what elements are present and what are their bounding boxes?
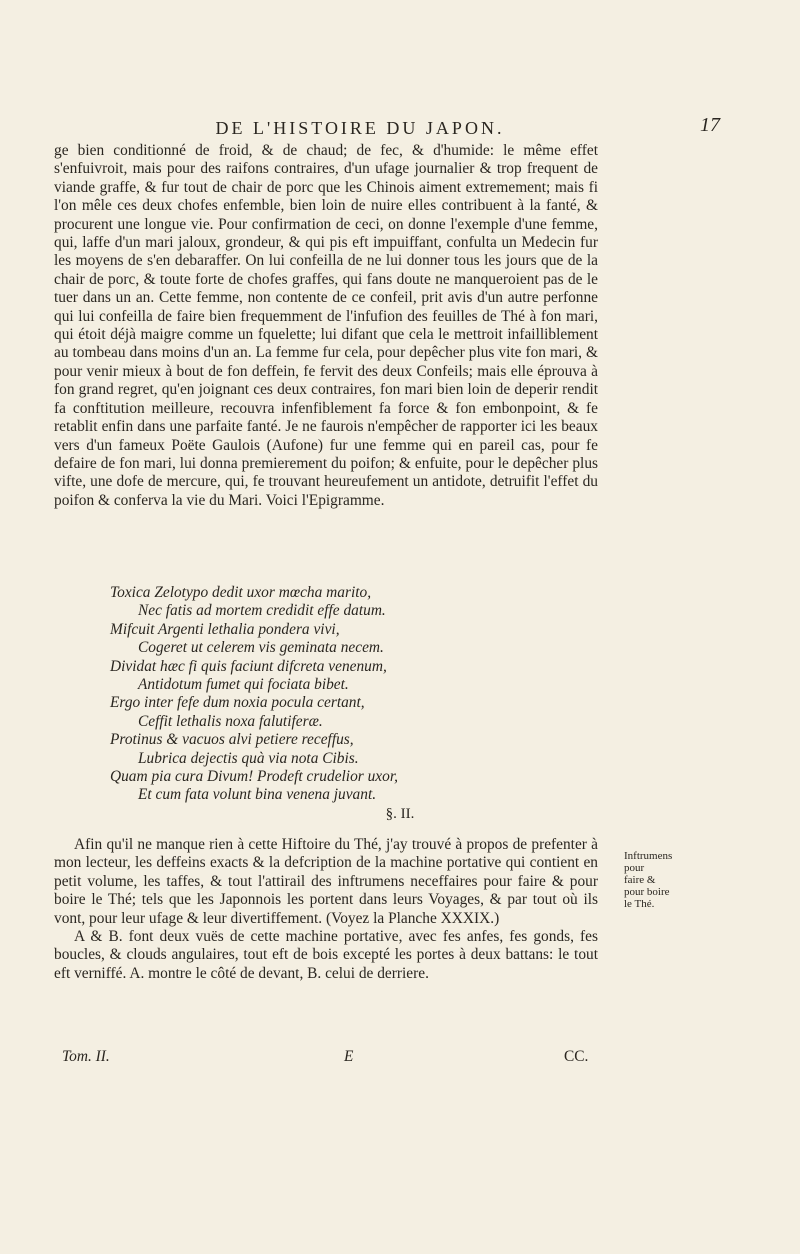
verse-line: Nec fatis ad mortem credidit effe datum.: [138, 602, 386, 620]
page-number: 17: [700, 114, 720, 136]
main-text-continued: [54, 836, 598, 983]
margin-note-line: le Thé.: [624, 898, 655, 910]
verse-line: Protinus & vacuos alvi petiere receffus,: [110, 731, 354, 749]
volume-mark: Tom. II.: [62, 1048, 110, 1065]
margin-note: [624, 850, 684, 910]
verse-line: Dividat hæc fi quis faciunt difcreta venenum,: [110, 657, 387, 675]
signature-mark: E: [344, 1048, 354, 1065]
verse-line: Cogeret ut celerem vis geminata necem.: [138, 639, 384, 657]
running-title: DE L'HISTOIRE DU JAPON.: [215, 118, 505, 138]
verse-line: Antidotum fumet qui fociata bibet.: [138, 676, 349, 694]
margin-note-line: pour boire: [624, 886, 670, 898]
verse-line: Ergo inter fefe dum noxia pocula certant,: [110, 694, 365, 712]
verse-line: Toxica Zelotypo dedit uxor mœcha marito,: [110, 584, 372, 601]
epigram: [110, 584, 590, 805]
catchword: CC.: [564, 1048, 589, 1065]
verse-line: Ceffit lethalis noxa falutiferæ.: [138, 712, 323, 730]
verse-line: Et cum fata volunt bina venena juvant.: [138, 786, 377, 804]
main-text: [54, 142, 598, 510]
paragraph: A & B. font deux vuës de cette machine portative, avec fes anfes, fes gonds, fes boucles, & clouds angulaires, tout eft de bois excepté les portes à deux battans: le tout eft verniffé. A. montre le côté de devant, B. celui de derriere.: [54, 928, 598, 982]
margin-note-line: faire &: [624, 874, 656, 886]
verse-line: Lubrica dejectis quà via nota Cibis.: [138, 749, 359, 767]
paragraph: Afin qu'il ne manque rien à cette Hiftoire du Thé, j'ay trouvé à propos de prefenter à mon lecteur, les deffeins exacts & la defcription de la machine portative qui contient en petit volume, les taffes, & tout l'attirail des inftrumens neceffaires pour faire & pour boire le Thé; tels que les Japonnois les portent dans leurs Voyages, & par tout où ils vont, pour leur ufage & leur divertiffement. (Voyez la Planche XXXIX.): [54, 836, 598, 927]
verse-line: Mifcuit Argenti lethalia pondera vivi,: [110, 620, 340, 638]
verse-line: Quam pia cura Divum! Prodeft crudelior uxor,: [110, 768, 398, 786]
margin-note-line: Inftrumens pour: [624, 850, 673, 874]
paragraph: ge bien conditionné de froid, & de chaud; de fec, & d'humide: le même effet s'enfuivroit, mais pour des raifons contraires, d'un ufage journalier & trop frequent de viande graffe, & fur tout de chair de porc que les Chinois aiment extremement; mais fi l'on mêle ces deux chofes enfemble, bien loin de nuire elles contribuent à la fanté, & procurent une longue vie. Pour confirmation de ceci, on donne l'exemple d'une femme, qui, laffe d'un mari jaloux, grondeur, & qui pis eft impuiffant, confulta un Medecin fur les moyens de s'en debaraffer. On lui confeilla de ne lui donner tous les jours que de la chair de porc, & toute forte de chofes graffes, qui fans doute ne manqueroient pas de le tuer dans un an. Cette femme, non contente de ce confeil, prit avis d'un autre perfonne qui lui confeilla de faire bien frequemment de l'infufion des feuilles de Thé à fon mari, qui étoit déjà maigre comme un fquelette; lui difant que cela le mettroit infailliblement au tombeau dans moins d'un an. La femme fur cela, pour depêcher plus vite fon mari, & pour venir mieux à bout de fon deffein, fe fervit des deux Confeils; mais elle éprouva à fon grand regret, qu'en joignant ces deux contraires, fon mari bien loin de deperir rendit fa conftitution meilleure, recouvra infenfiblement fa force & fon embonpoint, & fe retablit enfin dans une parfaite fanté. Je ne faurois n'empêcher de rapporter ici les beaux vers d'un fameux Poëte Gaulois (Aufone) fur une femme qui en pareil cas, pour fe defaire de fon mari, lui donna premierement du poifon; & enfuite, pour le depêcher plus vifte, une dofe de mercure, qui, fe trouvant heureufement un antidote, detruifit l'effet du poifon & conferva la vie du Mari. Voici l'Epigramme.: [54, 142, 598, 509]
section-heading: §. II.: [385, 806, 415, 822]
